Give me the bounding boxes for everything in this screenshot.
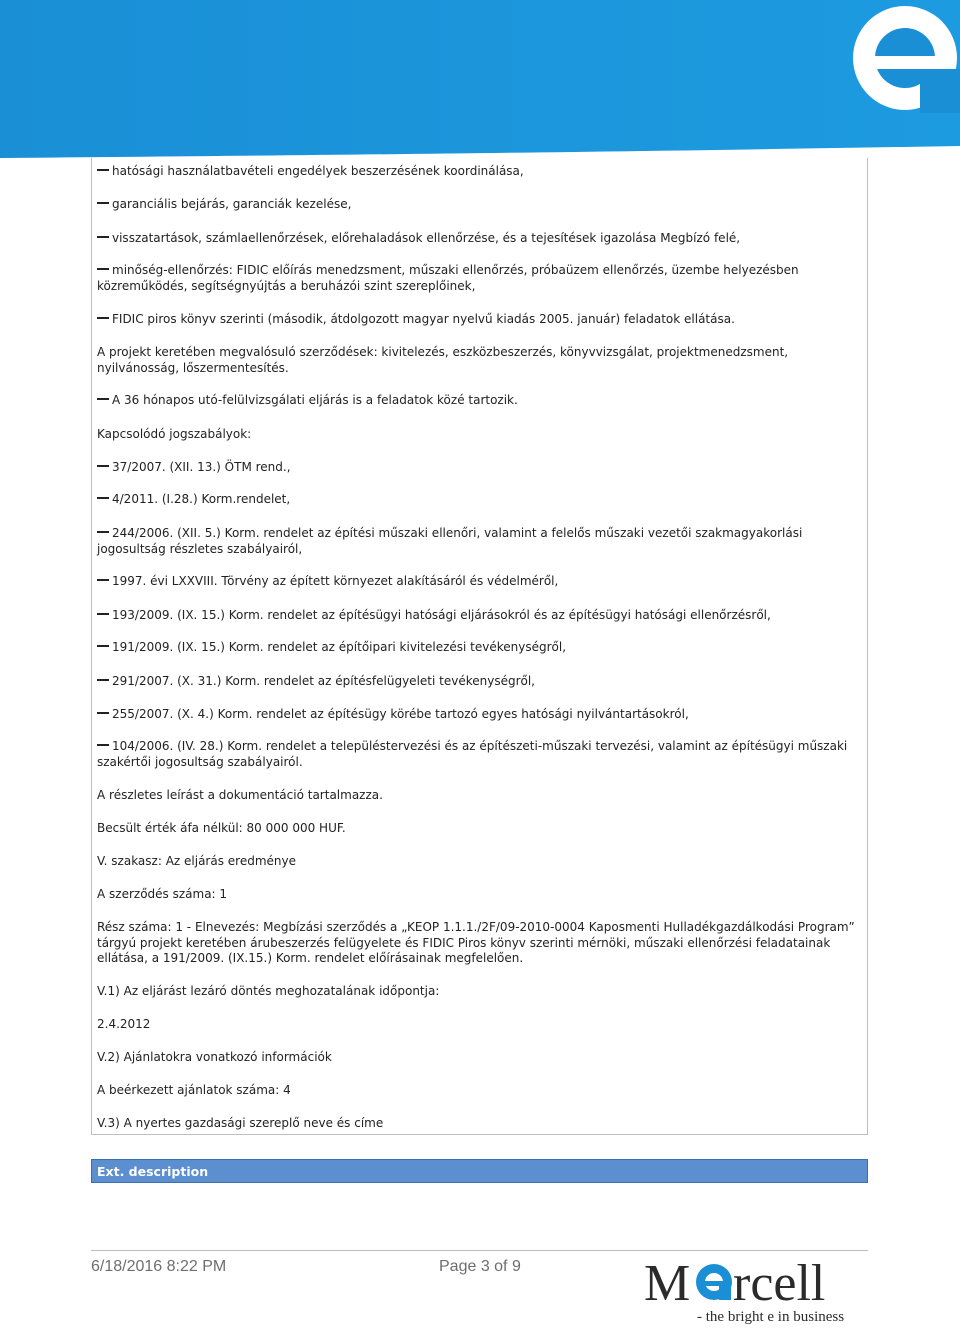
list-item: [97, 608, 863, 624]
paragraph: 2.4.2012: [97, 1017, 151, 1031]
paragraph: A részletes leírást a dokumentáció tartalmazza.: [97, 788, 383, 802]
ext-description-bar[interactable]: [91, 1159, 868, 1183]
list-item-text: 4/2011. (I.28.) Korm.rendelet,: [112, 492, 291, 506]
list-item: [97, 231, 863, 247]
list-item: [97, 707, 863, 723]
section-heading: V.3) A nyertes gazdasági szereplő neve és címe: [97, 1116, 384, 1130]
ext-description-label: Ext. description: [97, 1164, 209, 1179]
paragraph: Rész száma: 1 - Elnevezés: Megbízási szerződés a „KEOP 1.1.1./2F/09-2010-0004 Kaposmenti Hulladékgazdálkodási Program” tárgyú projekt keretében árubeszerzés felügyelete és FIDIC Piros könyv szerinti mérnöki, műszaki ellenőrzési feladatainak ellátása, a 191/2009. (IX.15.) Korm. rendelet előírásainak megfelelően.: [97, 920, 855, 965]
section-heading: V. szakasz: Az eljárás eredménye: [97, 854, 296, 868]
list-item-text: 1997. évi LXXVIII. Törvény az épített környezet alakításáról és védelméről,: [112, 574, 559, 588]
header-wave: [0, 0, 960, 160]
logo-letter-m: M: [644, 1255, 691, 1312]
logo-tagline: - the bright e in business: [697, 1309, 845, 1325]
list-item-text: 244/2006. (XII. 5.) Korm. rendelet az építési műszaki ellenőri, valamint a felelős műszaki vezetői szakmagyakorlási jogosultság részletes szabályairól,: [97, 526, 803, 556]
section-heading: V.1) Az eljárást lezáró döntés meghozatalának időpontja:: [97, 984, 440, 998]
list-item: [97, 526, 863, 557]
list-item-text: garanciális bejárás, garanciák kezelése,: [112, 197, 352, 211]
list-item-text: 37/2007. (XII. 13.) ÖTM rend.,: [112, 460, 291, 474]
list-item-text: visszatartások, számlaellenőrzések, előrehaladások ellenőrzése, és a tejesítések igazolása Megbízó felé,: [112, 231, 741, 245]
paragraph: Becsült érték áfa nélkül: 80 000 000 HUF.: [97, 821, 346, 835]
mercell-e-icon: [696, 1264, 732, 1300]
dash-bullet: [97, 679, 109, 681]
footer-page-number: Page 3 of 9: [439, 1258, 521, 1275]
dash-bullet: [97, 236, 109, 238]
list-item: [97, 460, 863, 476]
list-item-text: hatósági használatbavételi engedélyek beszerzésének koordinálása,: [112, 164, 524, 178]
footer-date: 6/18/2016 8:22 PM: [91, 1258, 227, 1275]
mercell-logo: [640, 1250, 870, 1329]
list-item-text: 291/2007. (X. 31.) Korm. rendelet az építésfelügyeleti tevékenységről,: [112, 674, 535, 688]
section-heading: V.2) Ajánlatokra vonatkozó információk: [97, 1050, 332, 1064]
section-heading: Kapcsolódó jogszabályok:: [97, 427, 252, 441]
paragraph: A szerződés száma: 1: [97, 887, 228, 901]
list-item-text: 193/2009. (IX. 15.) Korm. rendelet az építésügyi hatósági eljárásokról és az építésügyi hatósági ellenőrzésről,: [112, 608, 771, 622]
content-box: [91, 158, 868, 1135]
list-item: [97, 393, 863, 409]
list-item: [97, 640, 863, 656]
list-item-text: 104/2006. (IV. 28.) Korm. rendelet a településtervezési és az építészeti-műszaki tervezési, valamint az építésügyi műszaki szakértői jogosultság szabályairól.: [97, 739, 848, 769]
dash-bullet: [97, 465, 109, 467]
dash-bullet: [97, 317, 109, 319]
list-item: [97, 312, 863, 328]
list-item: [97, 492, 863, 508]
dash-bullet: [97, 398, 109, 400]
paragraph: A beérkezett ajánlatok száma: 4: [97, 1083, 291, 1097]
dash-bullet: [97, 497, 109, 499]
logo-letters-rcell: rcell: [733, 1255, 826, 1312]
dash-bullet: [97, 579, 109, 581]
list-item-text: FIDIC piros könyv szerinti (második, átdolgozott magyar nyelvű kiadás 2005. január) feladatok ellátása.: [112, 312, 735, 326]
list-item-text: A 36 hónapos utó-felülvizsgálati eljárás is a feladatok közé tartozik.: [112, 393, 518, 407]
dash-bullet: [97, 645, 109, 647]
paragraph: A projekt keretében megvalósuló szerződések: kivitelezés, eszközbeszerzés, könyvvizsgálat, projektmenedzsment, nyilvánosság, lőszermentesítés.: [97, 345, 789, 375]
list-item: [97, 674, 863, 690]
list-item: [97, 739, 863, 770]
dash-bullet: [97, 712, 109, 714]
list-item-text: minőség-ellenőrzés: FIDIC előírás menedzsment, műszaki ellenőrzés, próbaüzem ellenőrzés, üzembe helyezésben közreműködés, segítségnyújtás a beruházói szint szereplőinek,: [97, 263, 799, 293]
dash-bullet: [97, 169, 109, 171]
dash-bullet: [97, 268, 109, 270]
list-item-text: 191/2009. (IX. 15.) Korm. rendelet az építőipari kivitelezési tevékenységről,: [112, 640, 567, 654]
list-item: [97, 263, 863, 294]
dash-bullet: [97, 202, 109, 204]
list-item: [97, 574, 863, 590]
header-band: [0, 0, 960, 160]
list-item: [97, 197, 863, 213]
dash-bullet: [97, 744, 109, 746]
dash-bullet: [97, 613, 109, 615]
list-item-text: 255/2007. (X. 4.) Korm. rendelet az építésügy körébe tartozó egyes hatósági nyilvántartásokról,: [112, 707, 689, 721]
list-item: [97, 164, 863, 180]
dash-bullet: [97, 531, 109, 533]
